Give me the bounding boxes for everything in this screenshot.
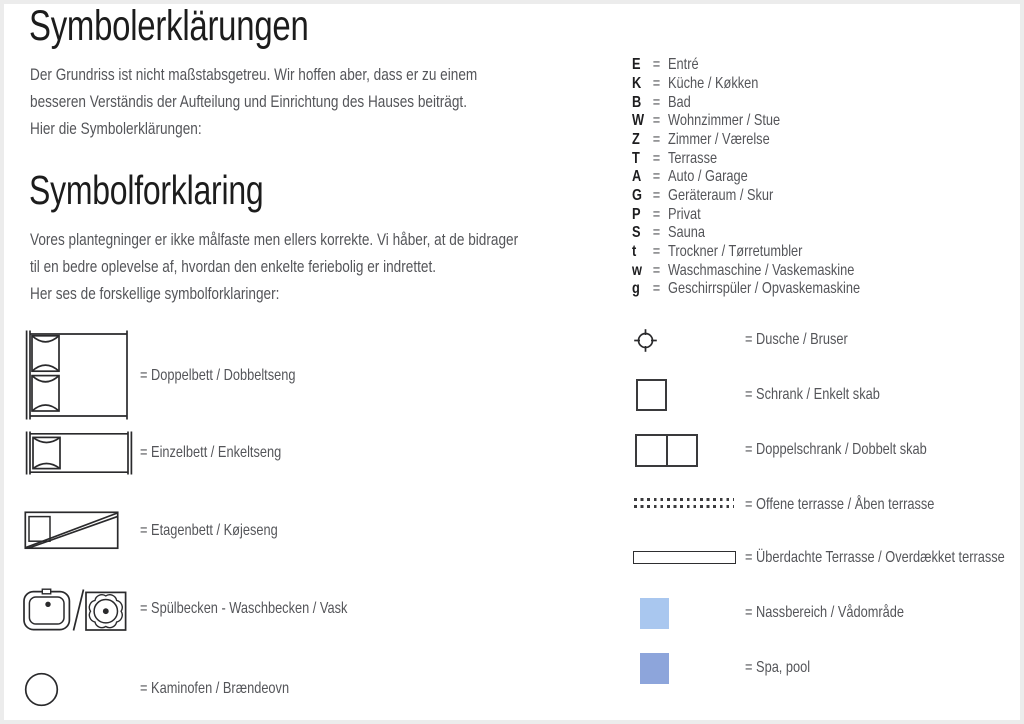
legend-label: = Offene terrasse / Åben terrasse (745, 496, 935, 513)
single-cabinet-icon (636, 379, 667, 411)
intro-line: Der Grundriss ist nicht maßstabsgetreu. Wir hoffen aber, dass er zu einem (30, 65, 478, 84)
bunk-bed-icon (24, 511, 120, 550)
sink-washbasin-icon (22, 587, 128, 633)
abbreviation-letter: Z (632, 130, 640, 148)
intro-line: til en bedre oplevelse af, hvordan den enkelte feriebolig er indrettet. (30, 257, 436, 276)
abbreviation-letter: S (632, 224, 641, 242)
abbreviation-name: Wohnzimmer / Stue (668, 112, 781, 130)
abbreviation-name: Privat (668, 205, 701, 223)
abbreviation-name: Küche / Køkken (668, 74, 759, 92)
double-bed-icon (24, 329, 130, 421)
abbreviation-row (632, 205, 860, 224)
abbreviation-row (632, 187, 860, 206)
abbreviation-name: Geschirrspüler / Opvaskemaskine (668, 280, 861, 298)
abbreviation-name: Bad (668, 93, 691, 111)
legend-label: = Doppelschrank / Dobbelt skab (745, 441, 927, 458)
spa-pool-swatch (640, 653, 669, 684)
single-bed-icon (24, 430, 134, 476)
abbreviation-name: Zimmer / Værelse (668, 130, 770, 148)
equals-sign: = (652, 56, 661, 74)
intro-line: Her ses de forskellige symbolforklaringer: (30, 284, 280, 303)
wood-stove-icon (23, 671, 60, 708)
abbreviation-letter: K (632, 74, 642, 92)
cabinet-divider (666, 436, 668, 465)
intro-paragraph-german (30, 61, 589, 142)
intro-line: Hier die Symbolerklärungen: (30, 119, 202, 138)
page-title-danish: Symbolforklaring (29, 167, 264, 213)
legend-label: = Nassbereich / Vådområde (745, 604, 905, 621)
abbreviation-letter: t (632, 242, 637, 260)
legend-label: = Kaminofen / Brændeovn (140, 680, 290, 697)
intro-paragraph-danish (30, 226, 640, 307)
legend-label: = Überdachte Terrasse / Overdækket terrasse (745, 549, 1005, 566)
equals-sign: = (652, 224, 661, 242)
equals-sign: = (652, 280, 661, 298)
abbreviation-letter: w (632, 261, 642, 279)
equals-sign: = (652, 242, 661, 260)
abbreviation-letter: T (632, 149, 640, 167)
equals-sign: = (652, 261, 661, 279)
abbreviation-letter: P (632, 205, 641, 223)
abbreviation-letter: B (632, 93, 642, 111)
legend-label: = Etagenbett / Køjeseng (140, 522, 278, 539)
covered-terrace-icon (633, 551, 736, 564)
legend-label: = Schrank / Enkelt skab (745, 386, 880, 403)
intro-line: besseren Verständis der Aufteilung und Einrichtung des Hauses beiträgt. (30, 92, 467, 111)
abbreviation-row (632, 112, 860, 131)
abbreviation-legend (632, 56, 860, 299)
abbreviation-name: Entré (668, 56, 699, 74)
abbreviation-name: Terrasse (668, 149, 718, 167)
page-title-german: Symbolerklärungen (29, 2, 309, 50)
abbreviation-letter: A (632, 168, 642, 186)
abbreviation-row (632, 131, 860, 150)
abbreviation-letter: W (632, 112, 645, 130)
legend-label: = Spülbecken - Waschbecken / Vask (140, 600, 348, 617)
double-cabinet-icon (635, 434, 698, 467)
abbreviation-row (632, 75, 860, 94)
abbreviation-row (632, 243, 860, 262)
abbreviation-name: Auto / Garage (668, 168, 748, 186)
open-terrace-icon (634, 498, 734, 508)
abbreviation-row (632, 168, 860, 187)
abbreviation-row (632, 280, 860, 299)
dotted-line (634, 505, 734, 508)
equals-sign: = (652, 186, 661, 204)
abbreviation-row (632, 56, 860, 75)
legend-label: = Doppelbett / Dobbeltseng (140, 367, 296, 384)
legend-label: = Einzelbett / Enkeltseng (140, 444, 282, 461)
legend-label: = Spa, pool (745, 659, 811, 676)
intro-line: Vores plantegninger er ikke målfaste men ellers korrekte. Vi håber, at de bidrager (30, 230, 519, 249)
dotted-line (634, 498, 734, 501)
abbreviation-row (632, 93, 860, 112)
abbreviation-row (632, 224, 860, 243)
abbreviation-row (632, 149, 860, 168)
abbreviation-letter: E (632, 56, 641, 74)
legend-label: = Dusche / Bruser (745, 331, 848, 348)
wet-area-swatch (640, 598, 669, 629)
shower-icon (631, 326, 660, 355)
abbreviation-letter: G (632, 186, 642, 204)
equals-sign: = (652, 205, 661, 223)
abbreviation-row (632, 261, 860, 280)
equals-sign: = (652, 112, 661, 130)
abbreviation-name: Sauna (668, 224, 706, 242)
equals-sign: = (652, 168, 661, 186)
abbreviation-name: Trockner / Tørretumbler (668, 242, 803, 260)
equals-sign: = (652, 74, 661, 92)
abbreviation-letter: g (632, 280, 640, 298)
equals-sign: = (652, 130, 661, 148)
abbreviation-name: Waschmaschine / Vaskemaskine (668, 261, 855, 279)
abbreviation-name: Geräteraum / Skur (668, 186, 774, 204)
equals-sign: = (652, 93, 661, 111)
equals-sign: = (652, 149, 661, 167)
